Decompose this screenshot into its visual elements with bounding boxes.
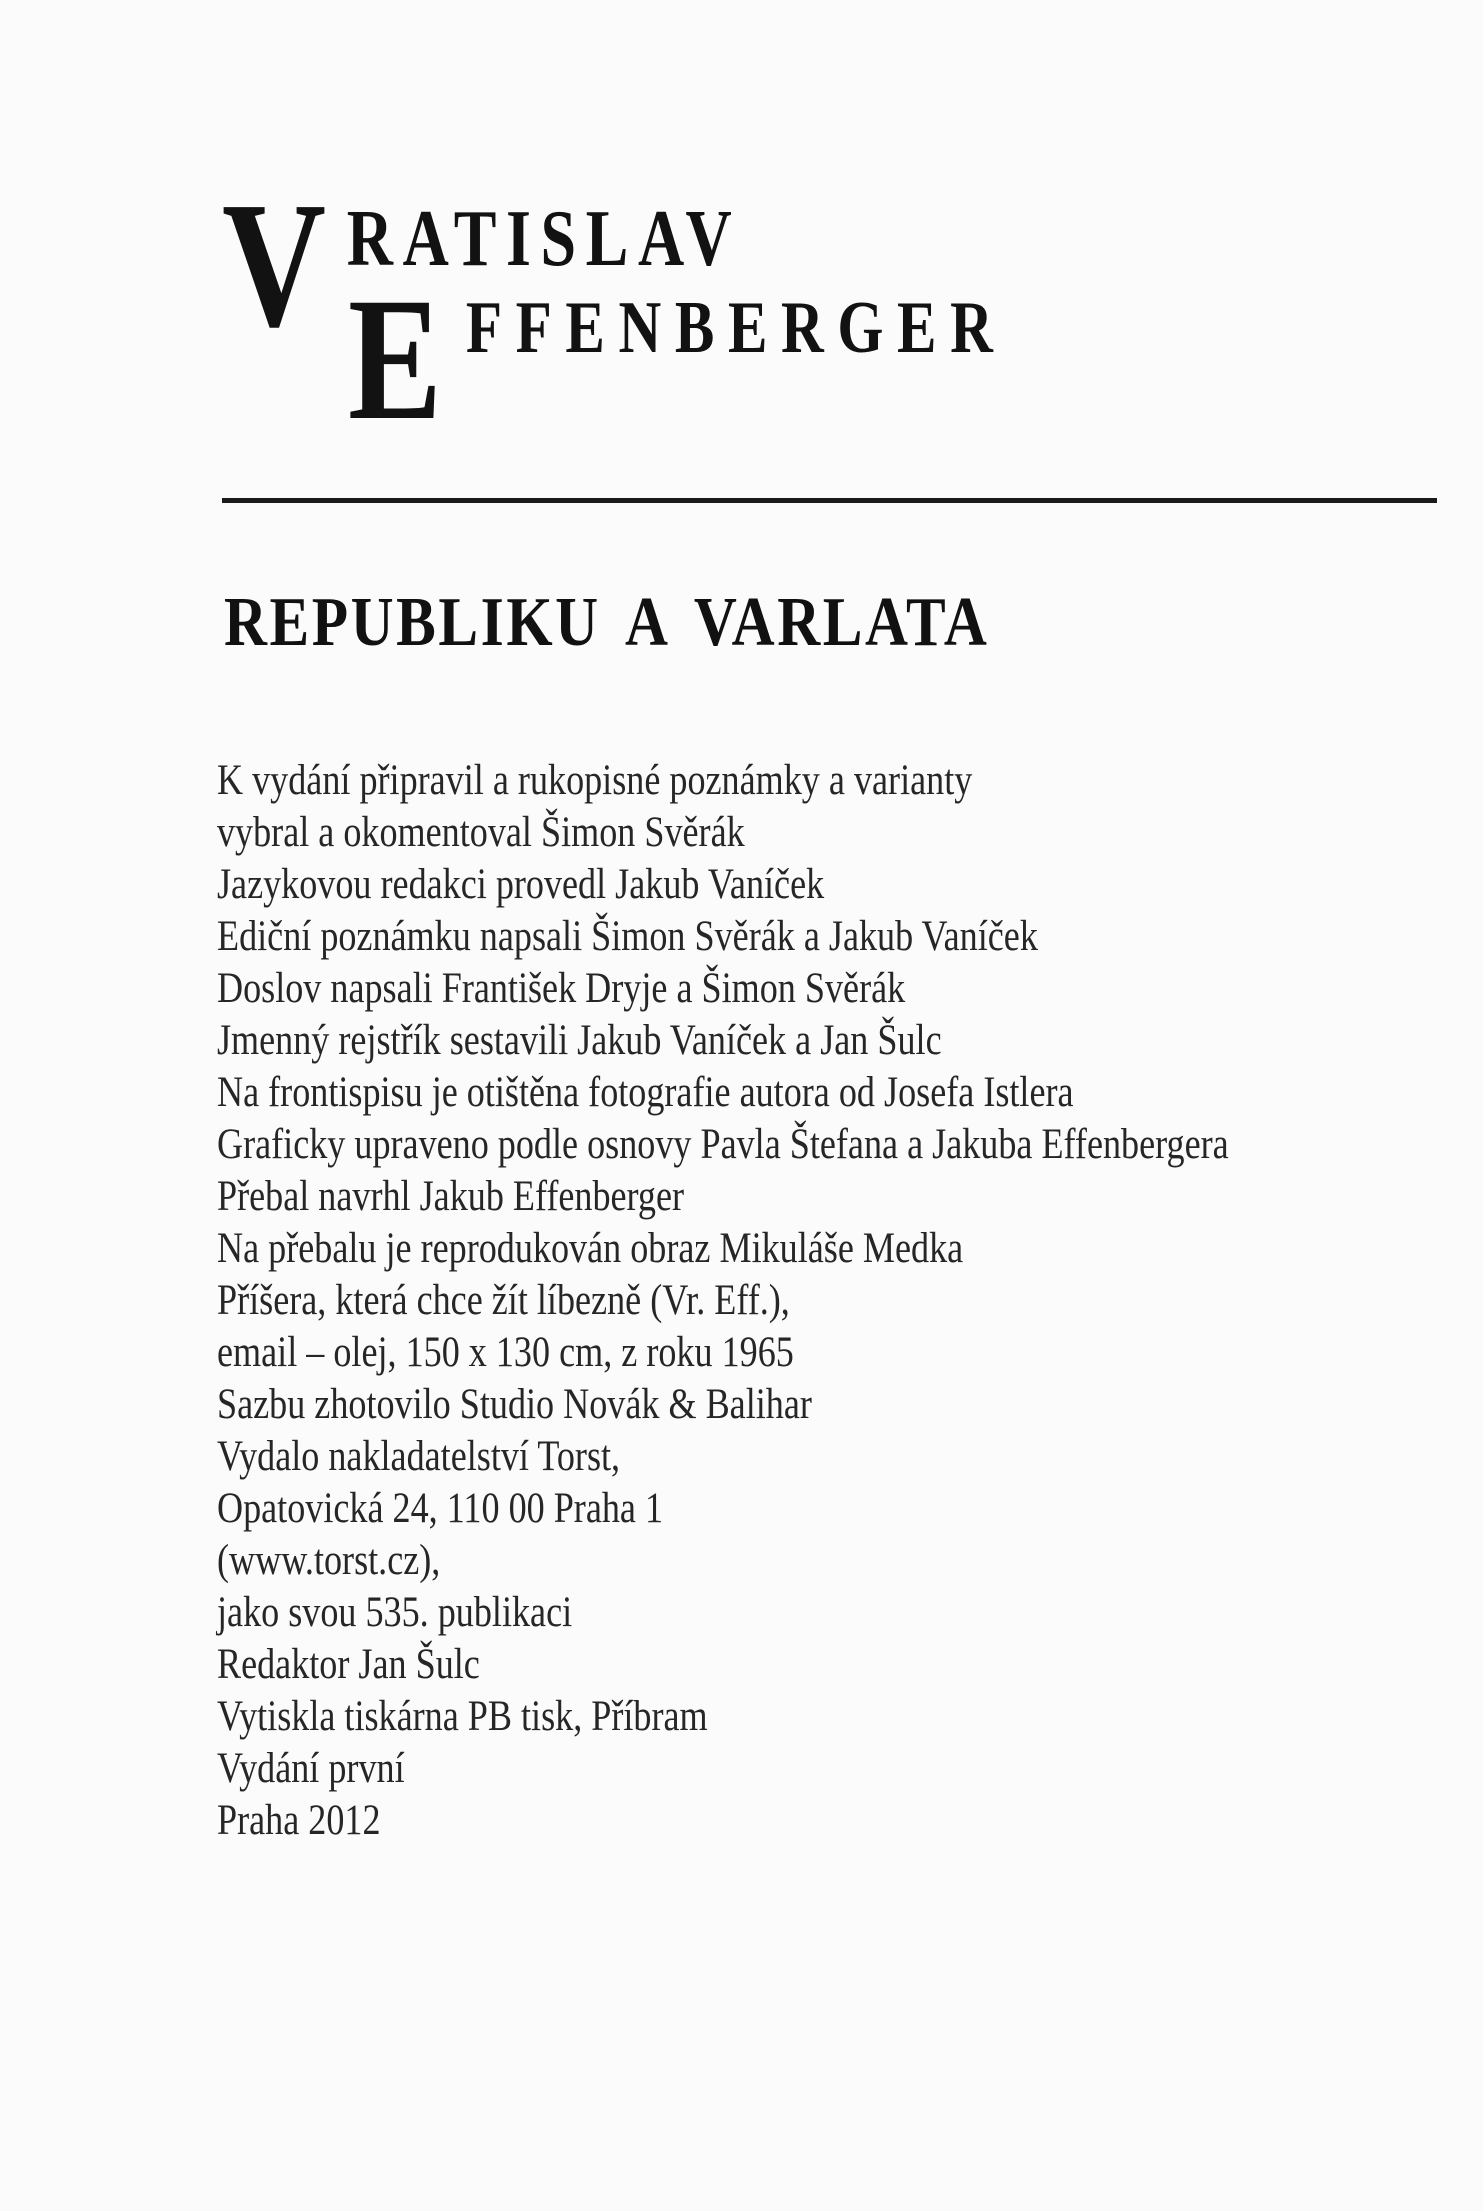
colophon-line: vybral a okomentoval Šimon Svěrák [217, 809, 745, 856]
author-name-line-2 [348, 262, 1007, 457]
colophon-line: Vydalo nakladatelství Torst, [217, 1433, 621, 1480]
colophon-line: Vydání první [217, 1745, 405, 1792]
colophon-line: Ediční poznámku napsali Šimon Svěrák a Jakub Vaníček [217, 913, 1038, 960]
colophon-line: Praha 2012 [217, 1797, 381, 1844]
colophon-line: Sazbu zhotovilo Studio Novák & Balihar [217, 1381, 812, 1428]
author-drop-initial-e: E [348, 262, 442, 457]
colophon-line: Opatovická 24, 110 00 Praha 1 [217, 1485, 664, 1532]
colophon-line: Jazykovou redakci provedl Jakub Vaníček [217, 861, 825, 908]
colophon-line: Jmenný rejstřík sestavili Jakub Vaníček a Jan Šulc [217, 1017, 942, 1064]
colophon-line: Na frontispisu je otištěna fotografie autora od Josefa Istlera [217, 1069, 1074, 1116]
colophon-line: Příšera, která chce žít líbezně (Vr. Eff.), [217, 1277, 790, 1324]
colophon-line: K vydání připravil a rukopisné poznámky a varianty [217, 757, 973, 804]
colophon-block [217, 755, 1229, 1847]
book-title: REPUBLIKU A VARLATA [224, 584, 990, 661]
colophon-line: Přebal navrhl Jakub Effenberger [217, 1173, 685, 1220]
author-drop-initial-v: V [222, 165, 326, 364]
author-name-rest-2: FFENBERGER [465, 287, 1007, 369]
author-name-rest-1: RATISLAV [346, 195, 742, 283]
section-divider-rule [222, 498, 1437, 503]
colophon-line: email – olej, 150 x 130 cm, z roku 1965 [217, 1329, 794, 1376]
colophon-line: Graficky upraveno podle osnovy Pavla Štefana a Jakuba Effenbergera [217, 1121, 1229, 1168]
colophon-line: jako svou 535. publikaci [217, 1589, 573, 1636]
colophon-line: Na přebalu je reprodukován obraz Mikuláše Medka [217, 1225, 964, 1272]
colophon-line: Vytiskla tiskárna PB tisk, Příbram [217, 1693, 708, 1740]
colophon-line: (www.torst.cz), [217, 1537, 441, 1584]
colophon-line: Redaktor Jan Šulc [217, 1641, 480, 1688]
colophon-line: Doslov napsali František Dryje a Šimon Svěrák [217, 965, 906, 1012]
